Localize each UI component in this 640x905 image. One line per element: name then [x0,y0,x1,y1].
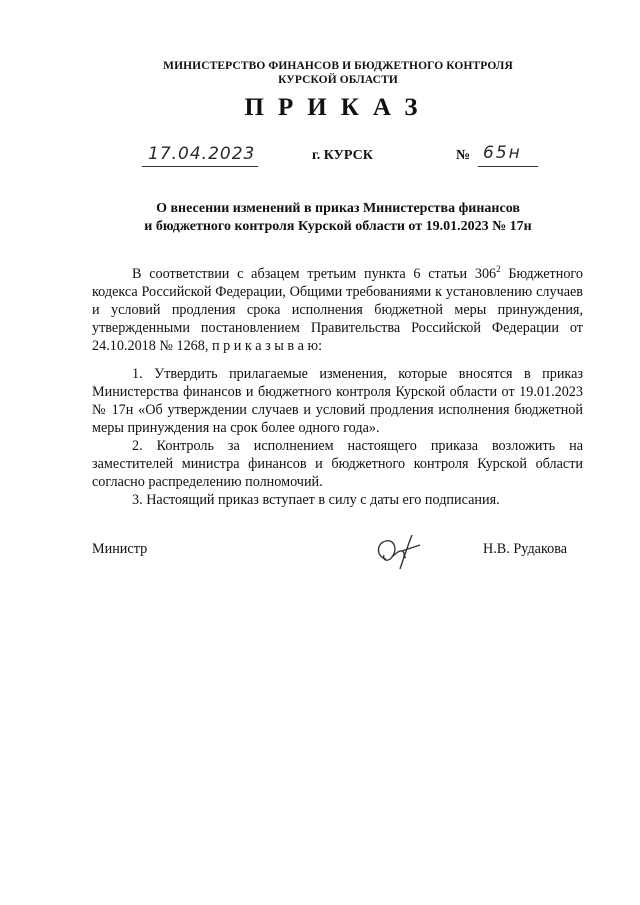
ministry-name [0,59,640,87]
handwritten-signature-icon [372,529,426,573]
ministry-name-line1: МИНИСТЕРСТВО ФИНАНСОВ И БЮДЖЕТНОГО КОНТРОЛЯ [163,60,513,72]
preamble-superscript: 2 [496,264,501,274]
preamble-part2: Бюджетного кодекса Российской Федерации, Общими требованиями к установлению случаев и условий продления срока исполнения бюджетной меры принуждения, утвержденными постановлением Правительства Российской Федерации от 24.10.2018 № 1268, п р и к а з ы в а ю: [92,266,583,354]
ministry-name-line2: КУРСКОЙ ОБЛАСТИ [278,74,398,86]
preamble-paragraph [92,265,583,355]
order-item: 2. Контроль за исполнением настоящего приказа возложить на заместителей министра финансов и бюджетного контроля Курской области согласно распределению полномочий. [92,438,583,490]
order-date-handwritten: 17.04.2023 [148,144,256,164]
signatory-name: Н.В. Рудакова [483,541,568,557]
order-items [92,365,583,509]
order-item: 1. Утвердить прилагаемые изменения, которые вносятся в приказ Министерства финансов и бюджетного контроля Курской области от 19.01.2023 № 17н «Об утверждении случаев и условий продления исполнения бюджетной меры принуждения на срок более одного года». [92,366,583,436]
order-subject-line1: О внесении изменений в приказ Министерства финансов [156,201,520,216]
order-number-sign: № [456,148,471,163]
order-title: ПРИКАЗ [244,94,432,121]
order-item: 3. Настоящий приказ вступает в силу с даты его подписания. [132,492,500,508]
signature-block [0,535,640,575]
date-underline [142,166,258,167]
order-city: г. КУРСК [312,148,373,163]
order-meta-row [0,140,640,170]
number-underline [478,166,538,167]
preamble-part1: В соответствии с абзацем третьим пункта 6 статьи 306 [132,266,497,282]
signatory-title: Министр [92,541,148,557]
order-number-handwritten: 65н [483,143,522,163]
order-subject [0,200,640,236]
order-subject-line2: и бюджетного контроля Курской области от 19.01.2023 № 17н [144,219,532,234]
